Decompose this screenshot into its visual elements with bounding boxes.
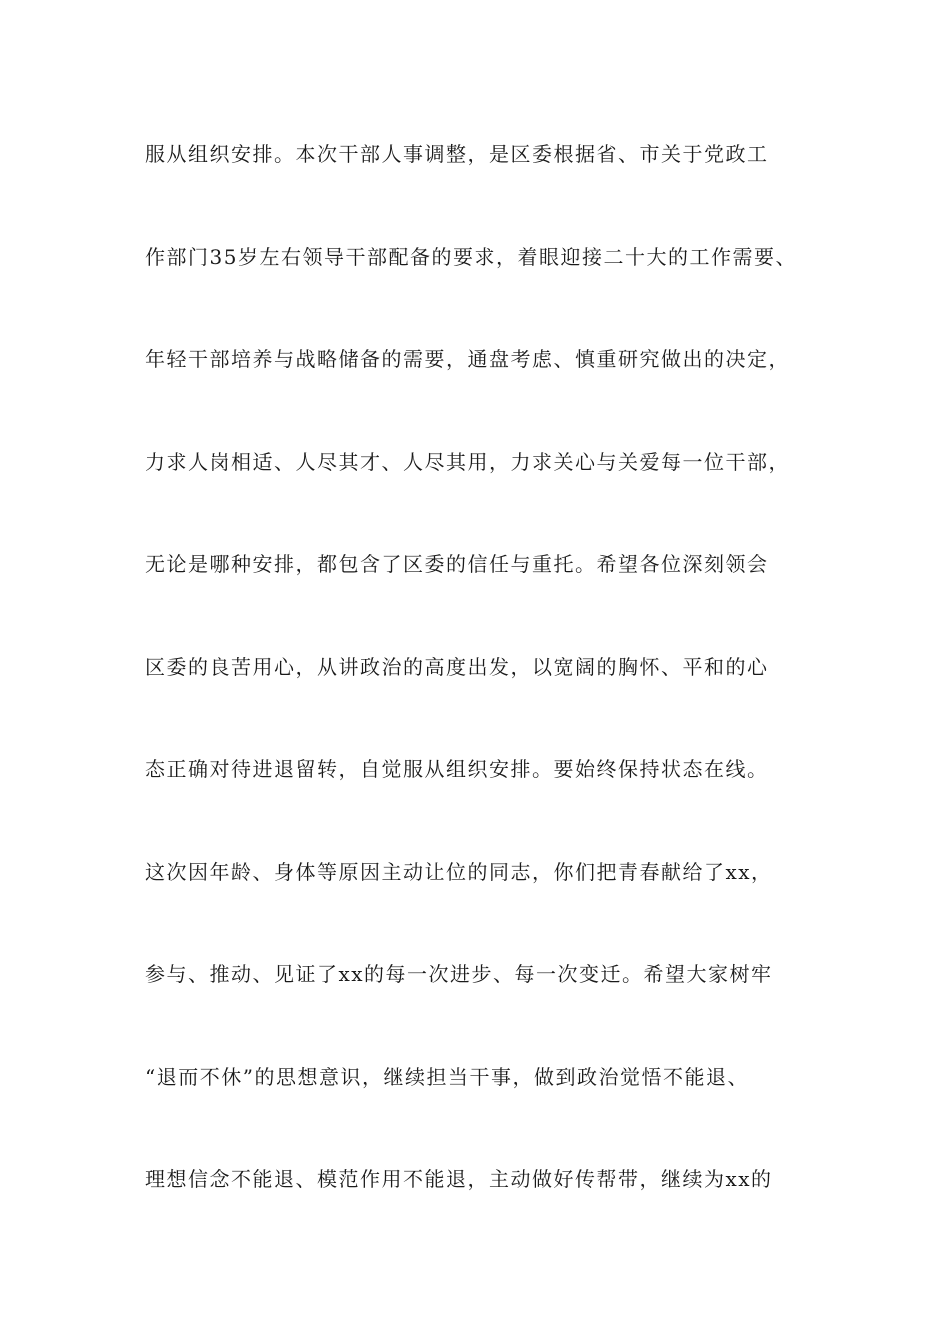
text-line: 区委的良苦用心，从讲政治的高度出发，以宽阔的胸怀、平和的心 xyxy=(145,654,769,679)
text-line: 参与、推动、见证了xx的每一次进步、每一次变迁。希望大家树牢 xyxy=(145,962,773,986)
text-line: 这次因年龄、身体等原因主动让位的同志，你们把青春献给了xx， xyxy=(145,859,773,884)
body-text xyxy=(145,136,825,1264)
text-line: 理想信念不能退、模范作用不能退，主动做好传帮带，继续为xx的 xyxy=(145,1167,773,1191)
text-line: 力求人岗相适、人尽其才、人尽其用，力求关心与关爱每一位干部， xyxy=(145,449,790,474)
text-line: 作部门35岁左右领导干部配备的要求，着眼迎接二十大的工作需要、 xyxy=(145,244,797,269)
text-line: 服从组织安排。本次干部人事调整，是区委根据省、市关于党政工 xyxy=(145,142,769,166)
text-line: “退而不休”的思想意识，继续担当干事，做到政治觉悟不能退、 xyxy=(145,1064,749,1089)
text-line: 无论是哪种安排，都包含了区委的信任与重托。希望各位深刻领会 xyxy=(145,552,769,576)
text-line: 年轻干部培养与战略储备的需要，通盘考虑、慎重研究做出的决定， xyxy=(145,347,790,371)
text-line: 态正确对待进退留转，自觉服从组织安排。要始终保持状态在线。 xyxy=(145,757,769,781)
